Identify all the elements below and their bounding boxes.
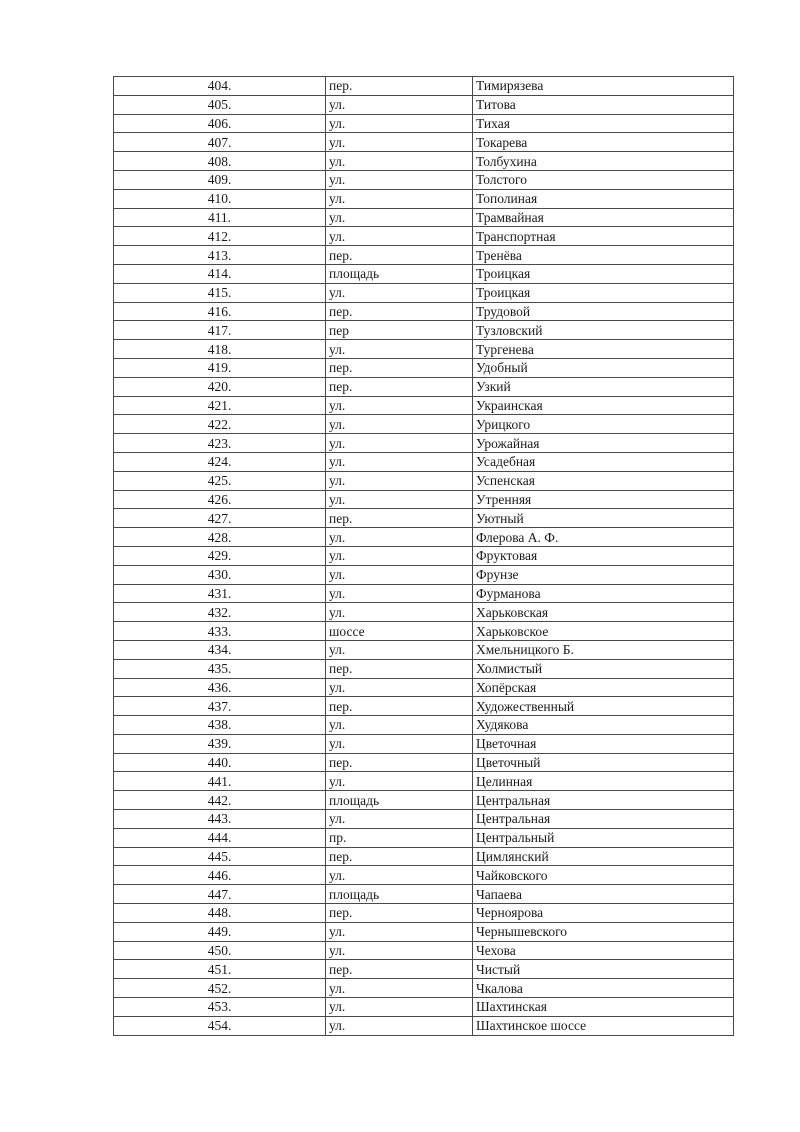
table-row bbox=[114, 791, 734, 810]
street-type-cell: площадь bbox=[326, 264, 473, 283]
row-number-cell: 450. bbox=[114, 941, 326, 960]
row-number-cell: 443. bbox=[114, 810, 326, 829]
table-row bbox=[114, 998, 734, 1017]
table-row bbox=[114, 415, 734, 434]
row-number-cell: 438. bbox=[114, 716, 326, 735]
street-name-cell: Тургенева bbox=[473, 340, 734, 359]
table-row bbox=[114, 678, 734, 697]
streets-table-body bbox=[114, 77, 734, 1036]
street-name-cell: Утренняя bbox=[473, 490, 734, 509]
street-name-cell: Чернышевского bbox=[473, 922, 734, 941]
row-number-cell: 404. bbox=[114, 77, 326, 96]
row-number-cell: 453. bbox=[114, 998, 326, 1017]
street-type-cell: ул. bbox=[326, 490, 473, 509]
row-number-cell: 432. bbox=[114, 603, 326, 622]
table-row bbox=[114, 640, 734, 659]
street-name-cell: Урожайная bbox=[473, 434, 734, 453]
row-number-cell: 407. bbox=[114, 133, 326, 152]
street-name-cell: Худякова bbox=[473, 716, 734, 735]
street-type-cell: ул. bbox=[326, 998, 473, 1017]
row-number-cell: 424. bbox=[114, 452, 326, 471]
street-name-cell: Центральная bbox=[473, 810, 734, 829]
row-number-cell: 442. bbox=[114, 791, 326, 810]
table-row bbox=[114, 603, 734, 622]
table-row bbox=[114, 321, 734, 340]
table-row bbox=[114, 77, 734, 96]
street-name-cell: Чкалова bbox=[473, 979, 734, 998]
row-number-cell: 428. bbox=[114, 528, 326, 547]
street-type-cell: ул. bbox=[326, 1016, 473, 1035]
streets-table bbox=[113, 76, 734, 1036]
street-name-cell: Удобный bbox=[473, 358, 734, 377]
street-name-cell: Шахтинское шоссе bbox=[473, 1016, 734, 1035]
street-type-cell: пер. bbox=[326, 847, 473, 866]
street-name-cell: Тихая bbox=[473, 114, 734, 133]
street-type-cell: пер. bbox=[326, 753, 473, 772]
street-name-cell: Холмистый bbox=[473, 659, 734, 678]
street-type-cell: пер. bbox=[326, 659, 473, 678]
table-row bbox=[114, 452, 734, 471]
street-type-cell: ул. bbox=[326, 603, 473, 622]
street-type-cell: пер bbox=[326, 321, 473, 340]
row-number-cell: 451. bbox=[114, 960, 326, 979]
row-number-cell: 415. bbox=[114, 283, 326, 302]
street-type-cell: пер. bbox=[326, 509, 473, 528]
street-name-cell: Толстого bbox=[473, 170, 734, 189]
street-type-cell: пер. bbox=[326, 77, 473, 96]
table-row bbox=[114, 189, 734, 208]
street-name-cell: Успенская bbox=[473, 471, 734, 490]
table-row bbox=[114, 546, 734, 565]
table-row bbox=[114, 1016, 734, 1035]
table-row bbox=[114, 358, 734, 377]
row-number-cell: 449. bbox=[114, 922, 326, 941]
table-row bbox=[114, 904, 734, 923]
street-name-cell: Троицкая bbox=[473, 264, 734, 283]
street-type-cell: ул. bbox=[326, 640, 473, 659]
street-name-cell: Чехова bbox=[473, 941, 734, 960]
street-type-cell: ул. bbox=[326, 208, 473, 227]
row-number-cell: 419. bbox=[114, 358, 326, 377]
table-row bbox=[114, 885, 734, 904]
street-name-cell: Тузловский bbox=[473, 321, 734, 340]
table-row bbox=[114, 922, 734, 941]
street-type-cell: пр. bbox=[326, 828, 473, 847]
table-row bbox=[114, 490, 734, 509]
row-number-cell: 409. bbox=[114, 170, 326, 189]
row-number-cell: 439. bbox=[114, 734, 326, 753]
street-type-cell: площадь bbox=[326, 885, 473, 904]
street-name-cell: Тренёва bbox=[473, 246, 734, 265]
street-name-cell: Харьковское bbox=[473, 622, 734, 641]
row-number-cell: 447. bbox=[114, 885, 326, 904]
table-row bbox=[114, 847, 734, 866]
street-type-cell: пер. bbox=[326, 697, 473, 716]
table-row bbox=[114, 302, 734, 321]
table-row bbox=[114, 133, 734, 152]
row-number-cell: 431. bbox=[114, 584, 326, 603]
row-number-cell: 416. bbox=[114, 302, 326, 321]
street-name-cell: Цветочная bbox=[473, 734, 734, 753]
street-name-cell: Чапаева bbox=[473, 885, 734, 904]
street-type-cell: ул. bbox=[326, 941, 473, 960]
street-name-cell: Тополиная bbox=[473, 189, 734, 208]
table-row bbox=[114, 246, 734, 265]
table-row bbox=[114, 377, 734, 396]
row-number-cell: 422. bbox=[114, 415, 326, 434]
street-type-cell: ул. bbox=[326, 584, 473, 603]
table-row bbox=[114, 114, 734, 133]
row-number-cell: 406. bbox=[114, 114, 326, 133]
row-number-cell: 436. bbox=[114, 678, 326, 697]
street-type-cell: ул. bbox=[326, 772, 473, 791]
table-row bbox=[114, 434, 734, 453]
table-row bbox=[114, 340, 734, 359]
table-row bbox=[114, 753, 734, 772]
row-number-cell: 427. bbox=[114, 509, 326, 528]
row-number-cell: 435. bbox=[114, 659, 326, 678]
table-row bbox=[114, 866, 734, 885]
table-row bbox=[114, 960, 734, 979]
row-number-cell: 444. bbox=[114, 828, 326, 847]
street-type-cell: ул. bbox=[326, 434, 473, 453]
table-row bbox=[114, 828, 734, 847]
street-type-cell: ул. bbox=[326, 471, 473, 490]
street-name-cell: Толбухина bbox=[473, 152, 734, 171]
street-name-cell: Фруктовая bbox=[473, 546, 734, 565]
street-name-cell: Троицкая bbox=[473, 283, 734, 302]
street-type-cell: пер. bbox=[326, 358, 473, 377]
table-row bbox=[114, 941, 734, 960]
street-name-cell: Тимирязева bbox=[473, 77, 734, 96]
street-type-cell: ул. bbox=[326, 678, 473, 697]
street-type-cell: площадь bbox=[326, 791, 473, 810]
row-number-cell: 437. bbox=[114, 697, 326, 716]
table-row bbox=[114, 772, 734, 791]
row-number-cell: 414. bbox=[114, 264, 326, 283]
table-row bbox=[114, 810, 734, 829]
street-type-cell: ул. bbox=[326, 546, 473, 565]
table-row bbox=[114, 734, 734, 753]
street-name-cell: Художественный bbox=[473, 697, 734, 716]
row-number-cell: 410. bbox=[114, 189, 326, 208]
table-row bbox=[114, 659, 734, 678]
street-type-cell: ул. bbox=[326, 922, 473, 941]
table-row bbox=[114, 152, 734, 171]
street-name-cell: Хмельницкого Б. bbox=[473, 640, 734, 659]
table-row bbox=[114, 283, 734, 302]
row-number-cell: 445. bbox=[114, 847, 326, 866]
row-number-cell: 440. bbox=[114, 753, 326, 772]
row-number-cell: 425. bbox=[114, 471, 326, 490]
row-number-cell: 429. bbox=[114, 546, 326, 565]
street-name-cell: Усадебная bbox=[473, 452, 734, 471]
row-number-cell: 413. bbox=[114, 246, 326, 265]
table-row bbox=[114, 622, 734, 641]
row-number-cell: 418. bbox=[114, 340, 326, 359]
street-type-cell: ул. bbox=[326, 528, 473, 547]
street-name-cell: Центральная bbox=[473, 791, 734, 810]
row-number-cell: 408. bbox=[114, 152, 326, 171]
row-number-cell: 420. bbox=[114, 377, 326, 396]
row-number-cell: 441. bbox=[114, 772, 326, 791]
row-number-cell: 411. bbox=[114, 208, 326, 227]
street-name-cell: Харьковская bbox=[473, 603, 734, 622]
table-row bbox=[114, 584, 734, 603]
street-name-cell: Цимлянский bbox=[473, 847, 734, 866]
street-type-cell: ул. bbox=[326, 283, 473, 302]
row-number-cell: 452. bbox=[114, 979, 326, 998]
row-number-cell: 433. bbox=[114, 622, 326, 641]
table-row bbox=[114, 227, 734, 246]
table-row bbox=[114, 264, 734, 283]
street-type-cell: ул. bbox=[326, 866, 473, 885]
street-type-cell: пер. bbox=[326, 377, 473, 396]
street-name-cell: Украинская bbox=[473, 396, 734, 415]
street-name-cell: Урицкого bbox=[473, 415, 734, 434]
row-number-cell: 421. bbox=[114, 396, 326, 415]
table-row bbox=[114, 716, 734, 735]
row-number-cell: 448. bbox=[114, 904, 326, 923]
street-name-cell: Фрунзе bbox=[473, 565, 734, 584]
street-name-cell: Черноярова bbox=[473, 904, 734, 923]
street-type-cell: ул. bbox=[326, 716, 473, 735]
row-number-cell: 446. bbox=[114, 866, 326, 885]
row-number-cell: 423. bbox=[114, 434, 326, 453]
row-number-cell: 434. bbox=[114, 640, 326, 659]
street-type-cell: ул. bbox=[326, 396, 473, 415]
table-row bbox=[114, 95, 734, 114]
street-name-cell: Транспортная bbox=[473, 227, 734, 246]
street-type-cell: ул. bbox=[326, 415, 473, 434]
table-row bbox=[114, 396, 734, 415]
street-type-cell: пер. bbox=[326, 904, 473, 923]
street-type-cell: ул. bbox=[326, 189, 473, 208]
street-name-cell: Титова bbox=[473, 95, 734, 114]
street-name-cell: Центральный bbox=[473, 828, 734, 847]
street-type-cell: ул. bbox=[326, 340, 473, 359]
street-type-cell: пер. bbox=[326, 246, 473, 265]
row-number-cell: 426. bbox=[114, 490, 326, 509]
table-row bbox=[114, 979, 734, 998]
street-type-cell: ул. bbox=[326, 114, 473, 133]
street-type-cell: ул. bbox=[326, 152, 473, 171]
table-row bbox=[114, 208, 734, 227]
street-name-cell: Шахтинская bbox=[473, 998, 734, 1017]
street-type-cell: пер. bbox=[326, 302, 473, 321]
street-name-cell: Хопёрская bbox=[473, 678, 734, 697]
street-name-cell: Трудовой bbox=[473, 302, 734, 321]
street-name-cell: Узкий bbox=[473, 377, 734, 396]
row-number-cell: 454. bbox=[114, 1016, 326, 1035]
street-type-cell: ул. bbox=[326, 170, 473, 189]
street-type-cell: ул. bbox=[326, 734, 473, 753]
street-type-cell: пер. bbox=[326, 960, 473, 979]
street-name-cell: Уютный bbox=[473, 509, 734, 528]
table-row bbox=[114, 509, 734, 528]
street-type-cell: ул. bbox=[326, 565, 473, 584]
table-row bbox=[114, 565, 734, 584]
street-type-cell: ул. bbox=[326, 95, 473, 114]
street-type-cell: ул. bbox=[326, 133, 473, 152]
street-name-cell: Трамвайная bbox=[473, 208, 734, 227]
table-row bbox=[114, 528, 734, 547]
street-type-cell: ул. bbox=[326, 452, 473, 471]
row-number-cell: 417. bbox=[114, 321, 326, 340]
table-row bbox=[114, 170, 734, 189]
street-name-cell: Флерова А. Ф. bbox=[473, 528, 734, 547]
street-type-cell: шоссе bbox=[326, 622, 473, 641]
street-name-cell: Токарева bbox=[473, 133, 734, 152]
street-name-cell: Чайковского bbox=[473, 866, 734, 885]
street-type-cell: ул. bbox=[326, 979, 473, 998]
table-row bbox=[114, 697, 734, 716]
street-name-cell: Целинная bbox=[473, 772, 734, 791]
row-number-cell: 412. bbox=[114, 227, 326, 246]
street-type-cell: ул. bbox=[326, 227, 473, 246]
row-number-cell: 430. bbox=[114, 565, 326, 584]
street-name-cell: Цветочный bbox=[473, 753, 734, 772]
row-number-cell: 405. bbox=[114, 95, 326, 114]
street-type-cell: ул. bbox=[326, 810, 473, 829]
street-name-cell: Чистый bbox=[473, 960, 734, 979]
table-row bbox=[114, 471, 734, 490]
street-name-cell: Фурманова bbox=[473, 584, 734, 603]
